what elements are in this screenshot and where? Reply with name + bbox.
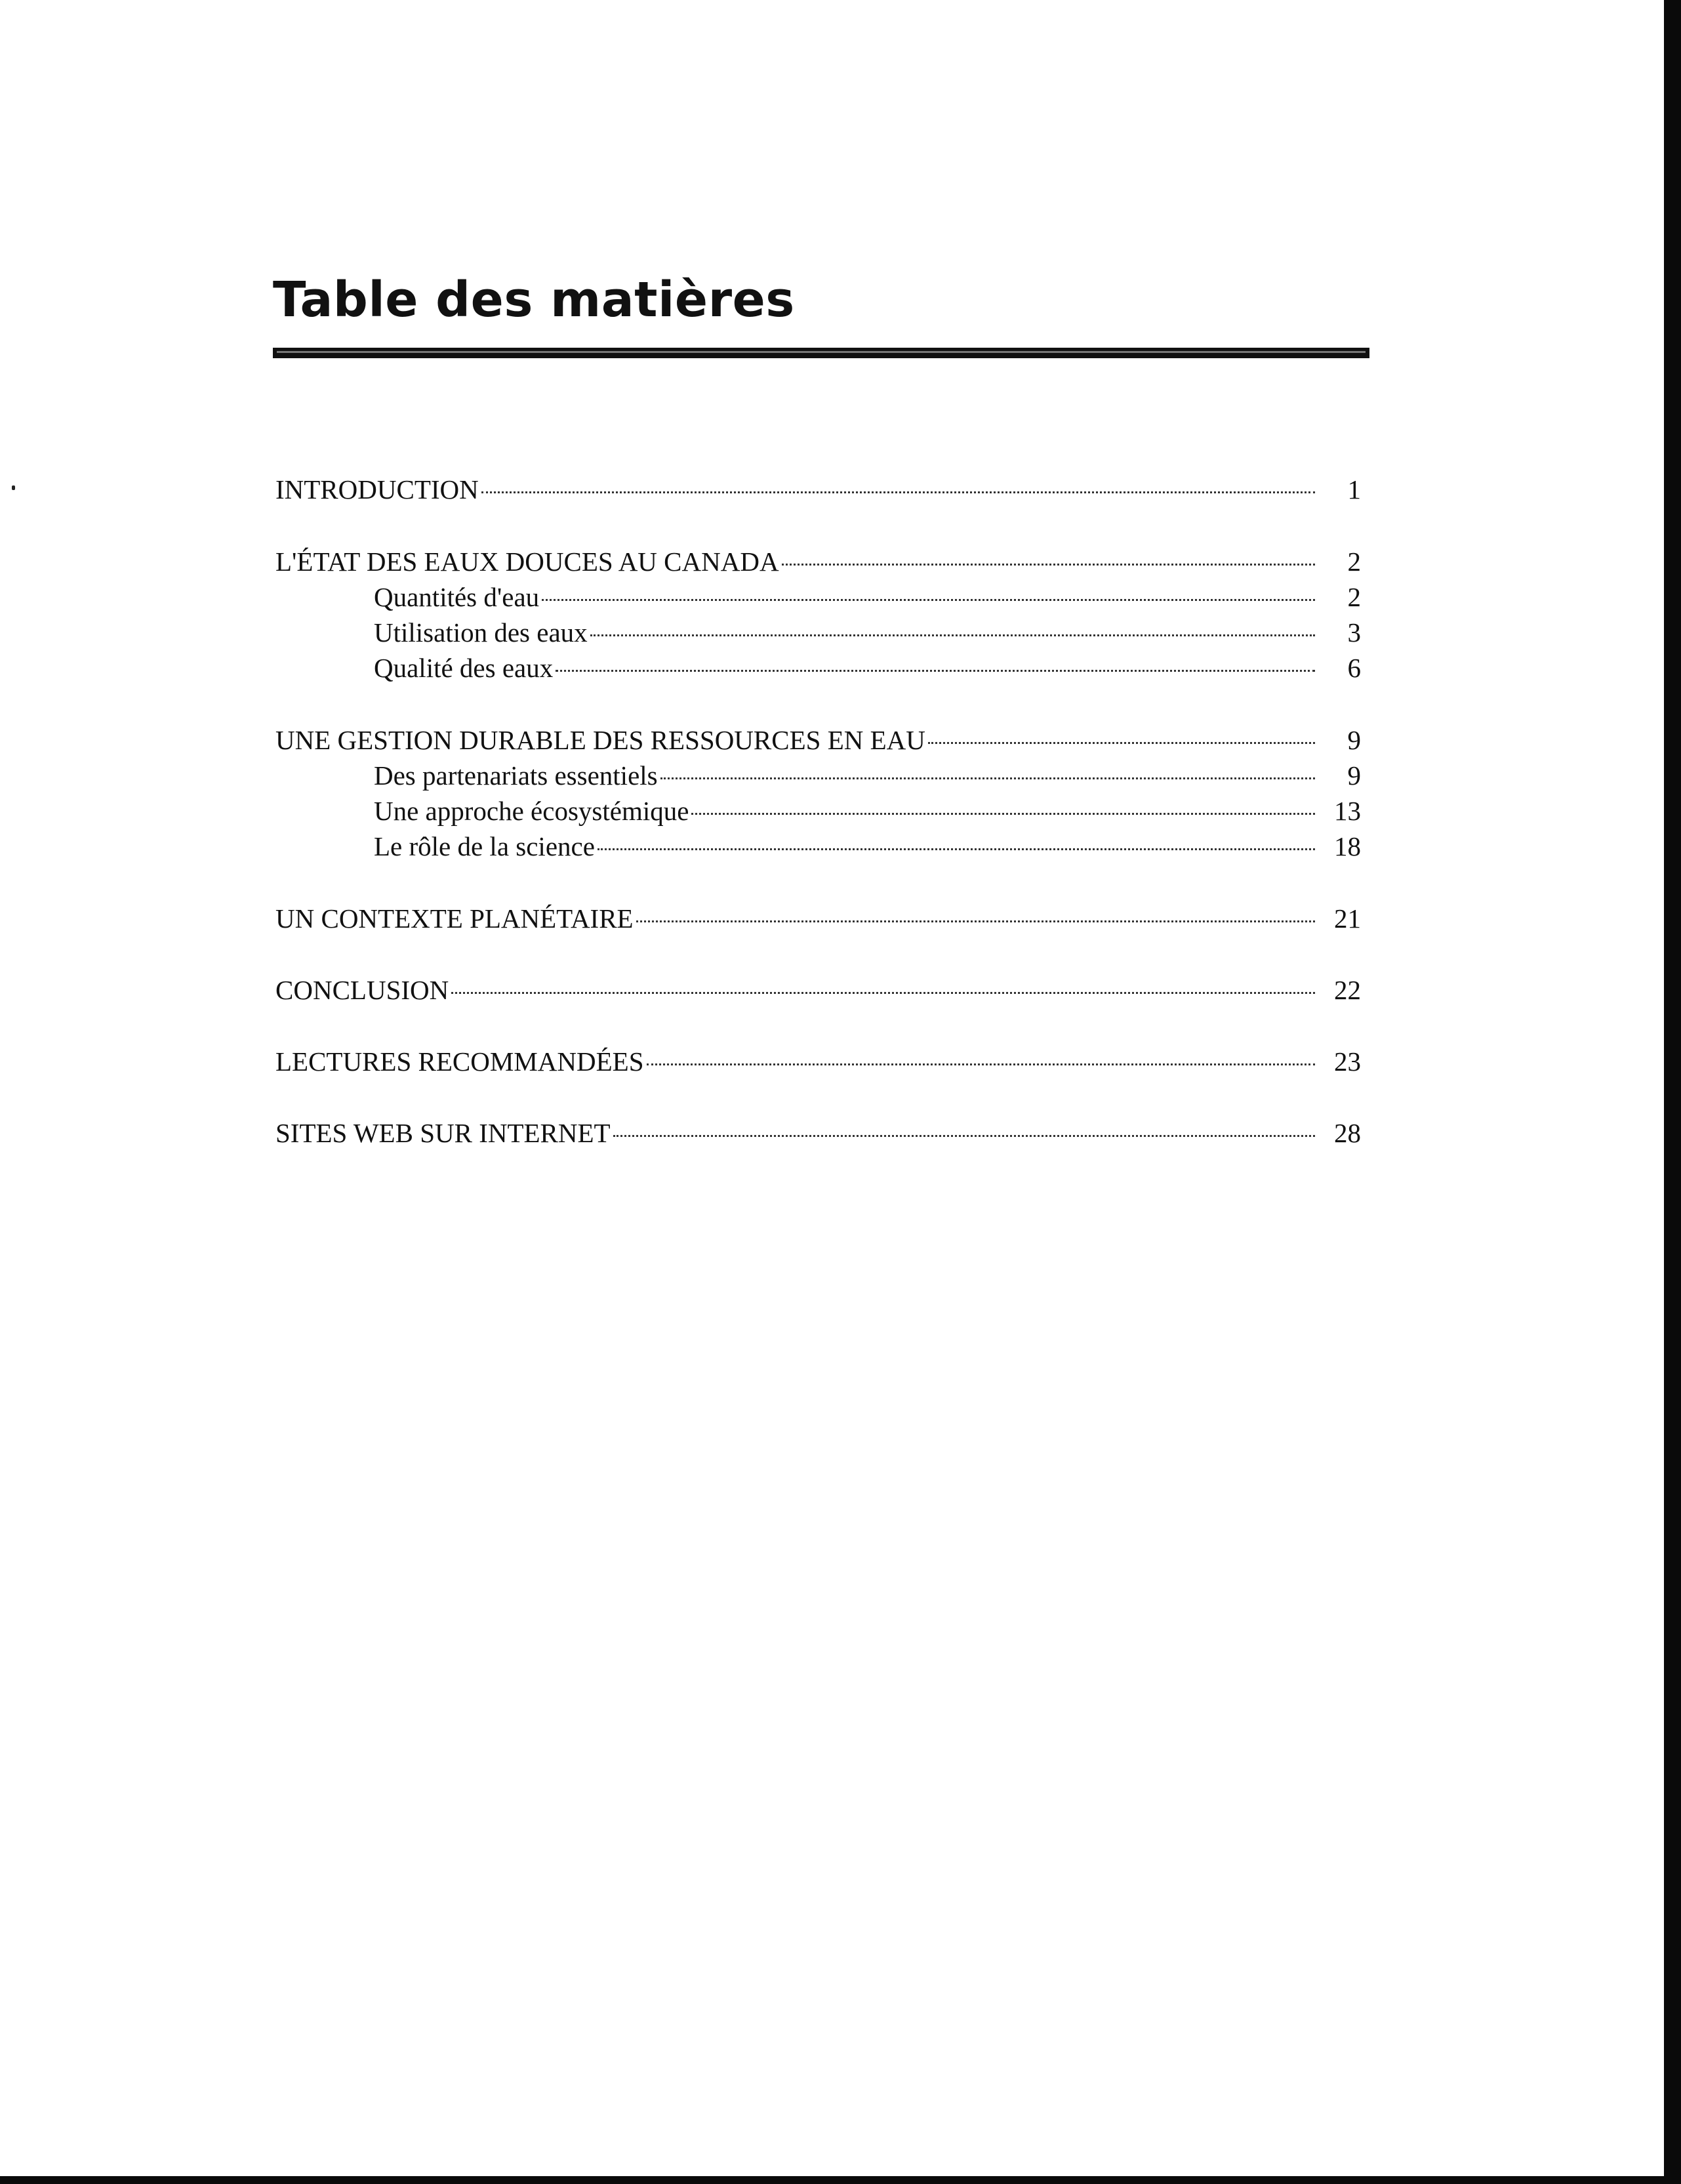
toc-dot-leader xyxy=(660,777,1315,779)
scan-speck xyxy=(12,485,15,490)
toc-entry-page: 23 xyxy=(1334,1046,1361,1077)
toc-entry-label: Quantités d'eau xyxy=(374,582,540,612)
toc-entry-label: Utilisation des eaux xyxy=(374,617,588,648)
toc-entry-page: 6 xyxy=(1347,653,1361,683)
toc-subentry-utilisation-eaux xyxy=(374,615,1361,649)
toc-entry-label: INTRODUCTION xyxy=(275,474,479,505)
toc-dot-leader xyxy=(481,491,1315,493)
toc-dot-leader xyxy=(556,670,1315,672)
toc-entry-page: 3 xyxy=(1347,617,1361,648)
toc-dot-leader xyxy=(691,813,1315,815)
toc-entry-label: UNE GESTION DURABLE DES RESSOURCES EN EAU xyxy=(275,725,925,755)
toc-entry-introduction xyxy=(275,472,1361,506)
toc-entry-etat-eaux-douces xyxy=(275,545,1361,579)
toc-dot-leader xyxy=(782,564,1315,566)
toc-entry-label: Des partenariats essentiels xyxy=(374,760,658,791)
toc-entry-page: 9 xyxy=(1347,760,1361,791)
toc-dot-leader xyxy=(597,848,1315,850)
toc-entry-gestion-durable xyxy=(275,723,1361,757)
toc-entry-label: Le rôle de la science xyxy=(374,831,595,861)
toc-entry-label: Une approche écosystémique xyxy=(374,796,689,826)
toc-dot-leader xyxy=(647,1063,1315,1065)
toc-subentry-qualite-eaux xyxy=(374,651,1361,685)
toc-dot-leader xyxy=(542,599,1315,601)
toc-entry-page: 18 xyxy=(1334,831,1361,861)
toc-dot-leader xyxy=(636,920,1315,922)
toc-dot-leader xyxy=(928,742,1315,744)
toc-entry-label: L'ÉTAT DES EAUX DOUCES AU CANADA xyxy=(275,546,779,577)
toc-subentry-quantites-eau xyxy=(374,580,1361,614)
toc-entry-label: LECTURES RECOMMANDÉES xyxy=(275,1046,644,1077)
toc-entry-page: 2 xyxy=(1347,546,1361,577)
toc-dot-leader xyxy=(451,992,1315,994)
toc-dot-leader xyxy=(590,634,1315,636)
toc-entry-page: 21 xyxy=(1334,903,1361,934)
toc-subentry-partenariats xyxy=(374,758,1361,793)
toc-entry-page: 13 xyxy=(1334,796,1361,826)
toc-dot-leader xyxy=(613,1135,1315,1137)
toc-entry-label: Qualité des eaux xyxy=(374,653,554,683)
toc-entry-label: SITES WEB SUR INTERNET xyxy=(275,1118,611,1148)
toc-entry-page: 22 xyxy=(1334,975,1361,1005)
toc-entry-page: 2 xyxy=(1347,582,1361,612)
toc-subentry-role-science xyxy=(374,829,1361,863)
toc-entry-lectures-recommandees xyxy=(275,1044,1361,1079)
toc-entry-sites-web xyxy=(275,1116,1361,1150)
toc-subentry-approche-ecosystemique xyxy=(374,794,1361,828)
toc-entry-page: 1 xyxy=(1347,474,1361,505)
toc-entry-page: 9 xyxy=(1347,725,1361,755)
toc-entry-contexte-planetaire xyxy=(275,901,1361,936)
scan-right-edge xyxy=(1664,0,1681,2184)
toc-entry-label: UN CONTEXTE PLANÉTAIRE xyxy=(275,903,634,934)
toc-entry-label: CONCLUSION xyxy=(275,975,449,1005)
page-title: Table des matières xyxy=(273,272,795,328)
toc-entry-conclusion xyxy=(275,973,1361,1007)
table-of-contents xyxy=(275,0,1361,2184)
toc-entry-page: 28 xyxy=(1334,1118,1361,1148)
